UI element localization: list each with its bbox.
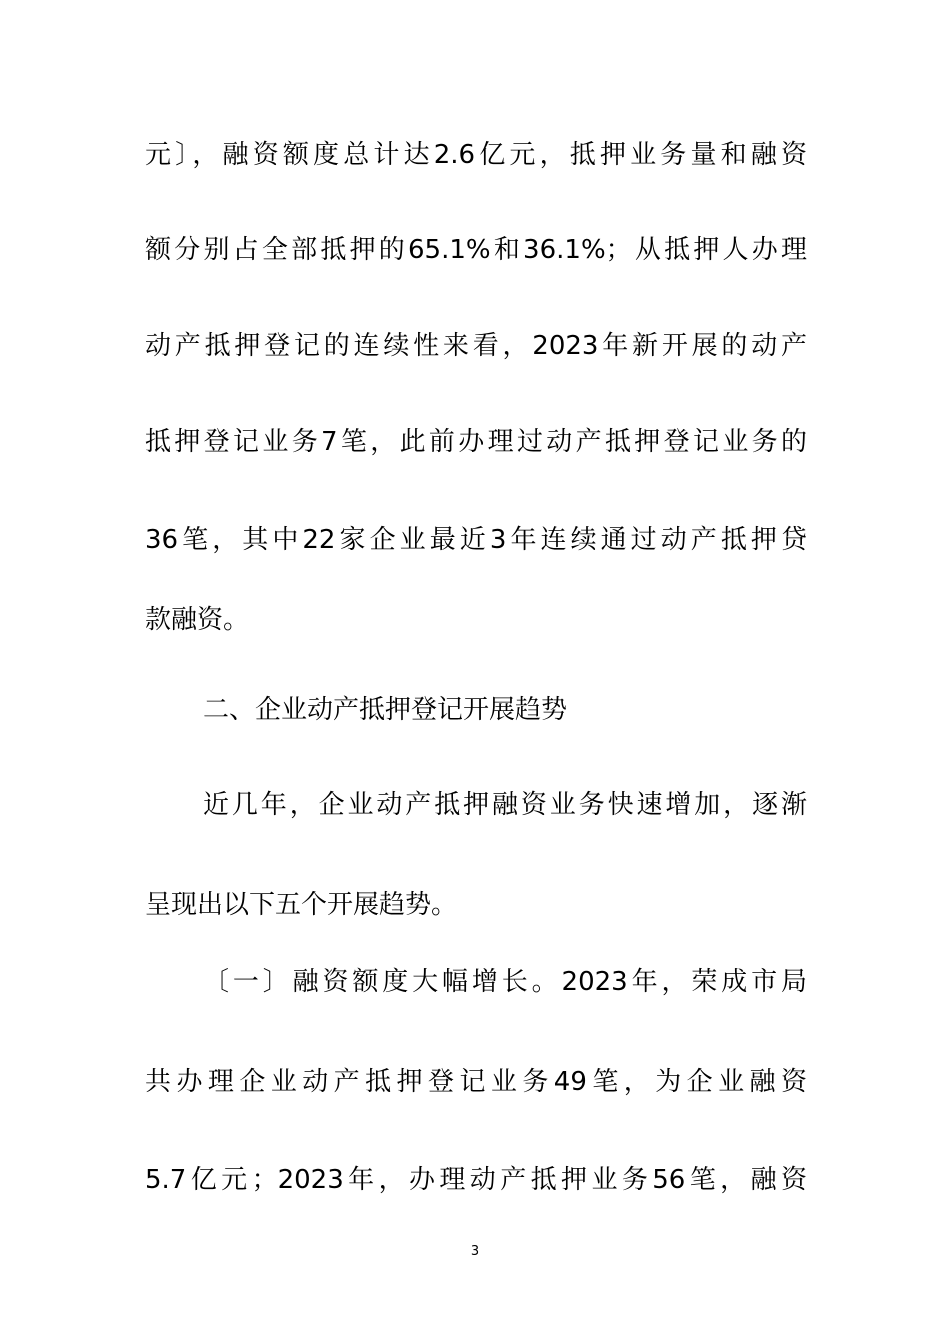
paragraph-line-9: 共办理企业动产抵押登记业务49笔，为企业融资 [145, 1067, 807, 1097]
paragraph-line-5: 36笔，其中22家企业最近3年连续通过动产抵押贷 [145, 525, 807, 555]
paragraph-line-6: 款融资。 [145, 605, 250, 635]
paragraph-line-3: 动产抵押登记的连续性来看，2023年新开展的动产 [145, 331, 807, 361]
paragraph-line-8: 呈现出以下五个开展趋势。 [145, 890, 458, 920]
paragraph-line-4: 抵押登记业务7笔，此前办理过动产抵押登记业务的 [145, 427, 807, 457]
section-heading: 二、企业动产抵押登记开展趋势 [203, 695, 568, 725]
paragraph-line-7: 近几年，企业动产抵押融资业务快速增加，逐渐 [203, 790, 807, 820]
page-number: 3 [470, 1244, 480, 1259]
subsection-heading-line: 〔一〕融资额度大幅增长。2023年，荣成市局 [203, 967, 807, 997]
paragraph-line-10: 5.7亿元；2023年，办理动产抵押业务56笔，融资 [145, 1165, 807, 1195]
paragraph-line-1: 元〕，融资额度总计达2.6亿元，抵押业务量和融资 [145, 140, 807, 170]
paragraph-line-2: 额分别占全部抵押的65.1%和36.1%；从抵押人办理 [145, 235, 807, 265]
